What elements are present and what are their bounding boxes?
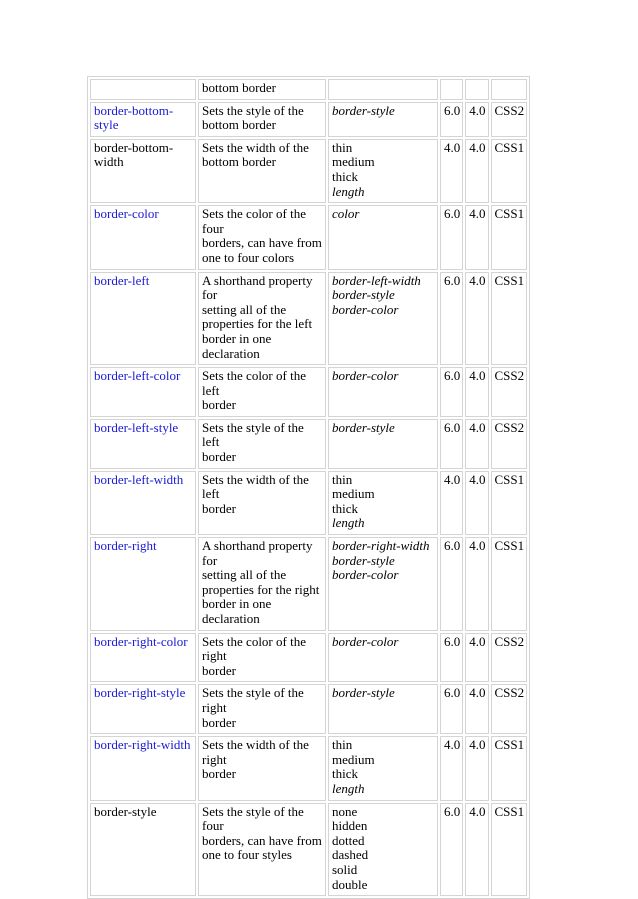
table-body xyxy=(90,79,527,896)
description-line: Sets the width of the left xyxy=(202,471,309,502)
property-link[interactable]: border-right-width xyxy=(94,737,191,753)
ff-version-cell xyxy=(465,79,488,100)
description-cell xyxy=(198,272,326,366)
value-line: medium xyxy=(332,486,375,502)
ie-version-cell: 6.0 xyxy=(440,803,463,897)
ie-version-cell: 6.0 xyxy=(440,537,463,631)
description-cell xyxy=(198,803,326,897)
table-row xyxy=(90,139,527,203)
description-cell xyxy=(198,419,326,469)
description-line: border xyxy=(202,397,236,413)
property-cell xyxy=(90,419,196,469)
w3c-version-cell: CSS2 xyxy=(491,633,528,683)
ie-version-cell xyxy=(440,79,463,100)
ff-version-cell: 4.0 xyxy=(465,537,488,631)
w3c-version-cell: CSS1 xyxy=(491,205,528,269)
description-line: Sets the style of the right xyxy=(202,685,304,715)
description-line: Sets the color of the right xyxy=(202,633,306,664)
w3c-version-cell: CSS2 xyxy=(491,419,528,469)
values-cell xyxy=(328,419,438,469)
description-line: borders, can have from xyxy=(202,235,322,251)
ie-version-cell: 6.0 xyxy=(440,419,463,469)
ff-version-cell: 4.0 xyxy=(465,205,488,269)
w3c-version-cell: CSS1 xyxy=(491,537,528,631)
values-cell xyxy=(328,139,438,203)
table-row xyxy=(90,736,527,800)
property-link[interactable]: border-right-color xyxy=(94,633,188,649)
w3c-version-cell: CSS1 xyxy=(491,803,528,897)
ff-version-cell: 4.0 xyxy=(465,419,488,469)
table-row xyxy=(90,633,527,683)
property-link[interactable]: border-left xyxy=(94,272,150,288)
property-cell xyxy=(90,803,196,897)
property-link[interactable]: border-left-width xyxy=(94,471,184,487)
ff-version-cell: 4.0 xyxy=(465,367,488,417)
value-line: medium xyxy=(332,751,375,767)
description-line: bottom border xyxy=(202,154,277,170)
description-line: Sets the color of the left xyxy=(202,368,306,398)
description-cell xyxy=(198,79,326,100)
description-cell xyxy=(198,736,326,800)
ff-version-cell: 4.0 xyxy=(465,803,488,897)
value-line: border-right-width xyxy=(332,538,430,554)
value-line: border-color xyxy=(332,368,399,384)
description-cell xyxy=(198,537,326,631)
description-line: border xyxy=(202,766,236,782)
description-cell xyxy=(198,471,326,535)
ie-version-cell: 4.0 xyxy=(440,471,463,535)
table-row xyxy=(90,471,527,535)
table-row xyxy=(90,419,527,469)
description-line: border in one declaration xyxy=(202,596,272,626)
property-cell xyxy=(90,272,196,366)
description-line: border xyxy=(202,449,236,465)
value-line: length xyxy=(332,515,365,531)
css-property-table xyxy=(87,76,530,899)
property-link[interactable]: border-right xyxy=(94,538,157,554)
description-line: Sets the width of the right xyxy=(202,737,309,767)
description-line: one to four styles xyxy=(202,847,292,863)
value-line: border-style xyxy=(332,287,395,303)
property-name: border-bottom-width xyxy=(94,139,174,170)
values-cell xyxy=(328,633,438,683)
table-row xyxy=(90,79,527,100)
values-cell xyxy=(328,684,438,734)
values-cell xyxy=(328,736,438,800)
values-cell xyxy=(328,102,438,137)
description-line: border xyxy=(202,500,236,516)
w3c-version-cell: CSS1 xyxy=(491,139,528,203)
ie-version-cell: 4.0 xyxy=(440,736,463,800)
ff-version-cell: 4.0 xyxy=(465,684,488,734)
property-name: border-style xyxy=(94,803,157,819)
value-line: none xyxy=(332,803,358,819)
value-line: thick xyxy=(332,168,358,184)
description-line: borders, can have from xyxy=(202,832,322,848)
ff-version-cell: 4.0 xyxy=(465,102,488,137)
value-line: thick xyxy=(332,500,358,516)
ff-version-cell: 4.0 xyxy=(465,139,488,203)
property-cell xyxy=(90,102,196,137)
ff-version-cell: 4.0 xyxy=(465,471,488,535)
description-line: Sets the style of the xyxy=(202,102,304,118)
ie-version-cell: 6.0 xyxy=(440,367,463,417)
values-cell xyxy=(328,471,438,535)
property-link[interactable]: border-right-style xyxy=(94,685,186,701)
property-link[interactable]: border-left-color xyxy=(94,368,181,384)
w3c-version-cell xyxy=(491,79,528,100)
property-link[interactable]: border-left-style xyxy=(94,419,179,435)
description-line: border in one declaration xyxy=(202,330,272,361)
description-line: Sets the width of the xyxy=(202,139,309,155)
table-row xyxy=(90,803,527,897)
description-line: bottom border xyxy=(202,117,277,133)
ff-version-cell: 4.0 xyxy=(465,272,488,366)
values-cell xyxy=(328,272,438,366)
value-line: border-color xyxy=(332,633,399,649)
description-line: bottom border xyxy=(202,80,277,95)
w3c-version-cell: CSS2 xyxy=(491,684,528,734)
description-line: border xyxy=(202,662,236,678)
table-row xyxy=(90,205,527,269)
value-line: thin xyxy=(332,471,353,487)
value-line: thin xyxy=(332,139,353,155)
value-line: hidden xyxy=(332,818,368,834)
value-line: solid xyxy=(332,861,358,877)
description-line: Sets the style of the four xyxy=(202,803,304,834)
value-line: double xyxy=(332,876,368,892)
description-line: Sets the color of the four xyxy=(202,206,306,236)
value-line: thin xyxy=(332,737,353,753)
ie-version-cell: 6.0 xyxy=(440,684,463,734)
description-cell xyxy=(198,102,326,137)
value-line: border-color xyxy=(332,567,399,583)
value-line: dashed xyxy=(332,847,369,863)
w3c-version-cell: CSS2 xyxy=(491,367,528,417)
property-cell xyxy=(90,79,196,100)
value-line: border-left-width xyxy=(332,272,421,288)
description-line: A shorthand property for xyxy=(202,272,313,303)
table-row xyxy=(90,537,527,631)
property-cell xyxy=(90,471,196,535)
description-line: border xyxy=(202,714,236,730)
value-line: border-style xyxy=(332,552,395,568)
description-cell xyxy=(198,684,326,734)
description-cell xyxy=(198,205,326,269)
values-cell xyxy=(328,205,438,269)
ie-version-cell: 4.0 xyxy=(440,139,463,203)
property-cell xyxy=(90,367,196,417)
description-line: Sets the style of the left xyxy=(202,419,304,450)
value-line: medium xyxy=(332,154,375,170)
table-row xyxy=(90,102,527,137)
table-row xyxy=(90,272,527,366)
description-line: properties for the left xyxy=(202,316,313,332)
property-cell xyxy=(90,736,196,800)
value-line: border-style xyxy=(332,685,395,701)
w3c-version-cell: CSS1 xyxy=(491,471,528,535)
value-line: length xyxy=(332,183,365,199)
value-line: color xyxy=(332,206,360,222)
description-cell xyxy=(198,367,326,417)
ie-version-cell: 6.0 xyxy=(440,102,463,137)
w3c-version-cell: CSS1 xyxy=(491,736,528,800)
ff-version-cell: 4.0 xyxy=(465,736,488,800)
description-line: A shorthand property for xyxy=(202,538,313,568)
ie-version-cell: 6.0 xyxy=(440,205,463,269)
property-link[interactable]: border-color xyxy=(94,206,159,222)
value-line: length xyxy=(332,780,365,796)
property-cell xyxy=(90,684,196,734)
description-line: setting all of the xyxy=(202,301,287,317)
ff-version-cell: 4.0 xyxy=(465,633,488,683)
property-cell xyxy=(90,537,196,631)
ie-version-cell: 6.0 xyxy=(440,272,463,366)
property-cell xyxy=(90,139,196,203)
property-cell xyxy=(90,205,196,269)
w3c-version-cell: CSS2 xyxy=(491,102,528,137)
description-cell xyxy=(198,633,326,683)
description-line: one to four colors xyxy=(202,249,295,265)
value-line: border-color xyxy=(332,301,399,317)
values-cell xyxy=(328,803,438,897)
ie-version-cell: 6.0 xyxy=(440,633,463,683)
value-line: thick xyxy=(332,766,358,782)
w3c-version-cell: CSS1 xyxy=(491,272,528,366)
description-line: properties for the right xyxy=(202,581,320,597)
description-line: setting all of the xyxy=(202,567,287,583)
values-cell xyxy=(328,537,438,631)
values-cell xyxy=(328,367,438,417)
property-cell xyxy=(90,633,196,683)
table-row xyxy=(90,684,527,734)
table-row xyxy=(90,367,527,417)
value-line: border-style xyxy=(332,102,395,118)
description-cell xyxy=(198,139,326,203)
value-line: dotted xyxy=(332,832,365,848)
property-link[interactable]: border-bottom-style xyxy=(94,102,174,133)
value-line: border-style xyxy=(332,419,395,435)
values-cell xyxy=(328,79,438,100)
